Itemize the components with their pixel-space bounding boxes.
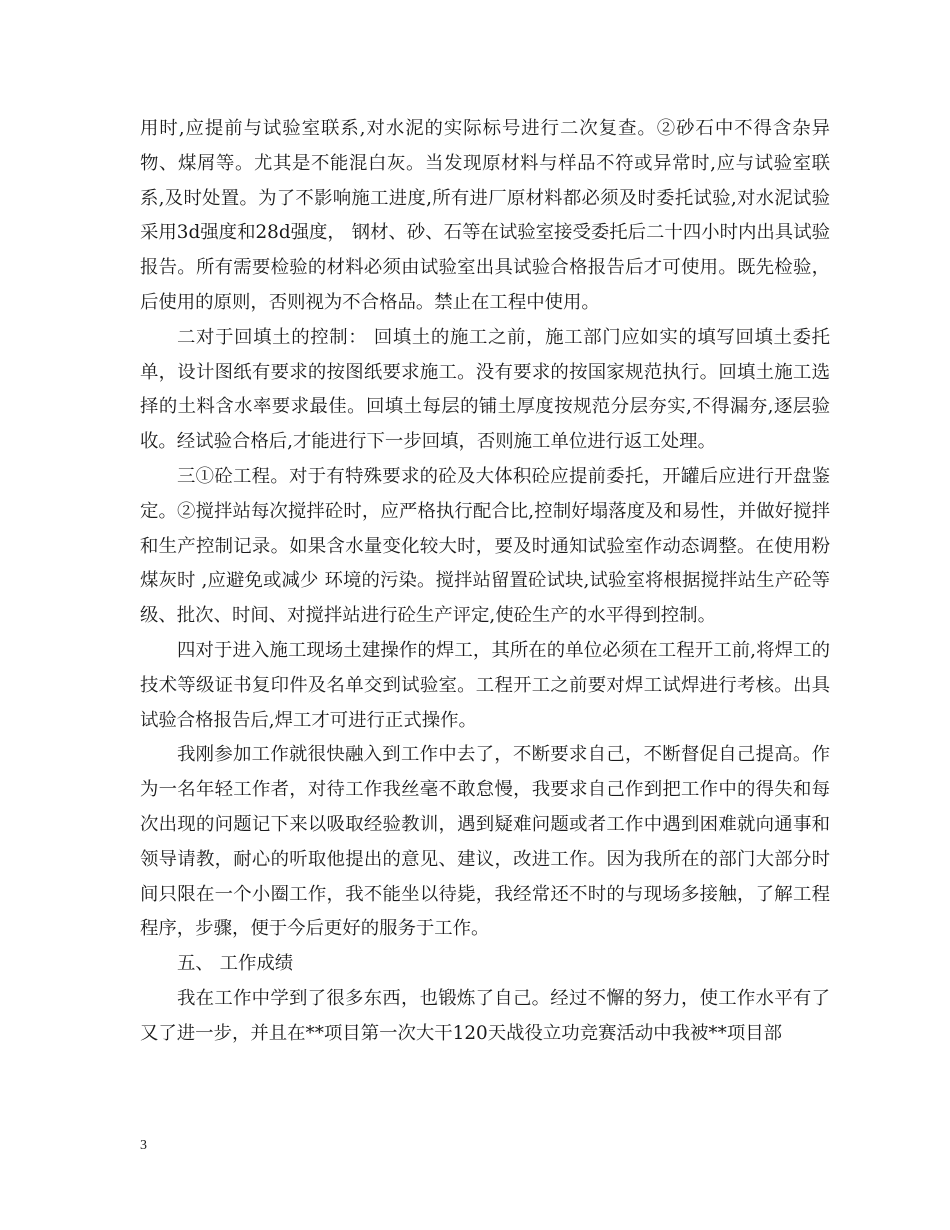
paragraph-materials-testing: 用时,应提前与试验室联系,对水泥的实际标号进行二次复查。②砂石中不得含杂异物、煤屑等。尤其是不能混白灰。当发现原材料与样品不符或异常时,应与试验室联系,及时处置。为了不影响施工进度,所有进厂原材料都必须及时委托试验,对水泥试验采用3d强度和28d强度， 钢材、砂、石等在试验室接受委托后二十四小时内出具试验报告。所有需要检验的材料必须由试验室出具试验合格报告后才可使用。既先检验，后使用的原则，否则视为不合格品。禁止在工程中使用。 (140, 118, 830, 313)
document-body (140, 112, 830, 1052)
section-heading-work-achievements: 五、 工作成绩 (177, 953, 294, 975)
paragraph-backfill-control: 二对于回填土的控制： 回填土的施工之前，施工部门应如实的填写回填土委托单，设计图纸有要求的按图纸要求施工。没有要求的按国家规范执行。回填土施工选择的土料含水率要求最佳。回填土每层的铺土厚度按规范分层夯实,不得漏夯,逐层验收。经试验合格后,才能进行下一步回填，否则施工单位进行返工处理。 (140, 326, 830, 453)
paragraph-welder-qualification: 四对于进入施工现场土建操作的焊工，其所在的单位必须在工程开工前,将焊工的技术等级证书复印件及名单交到试验室。工程开工之前要对焊工试焊进行考核。出具试验合格报告后,焊工才可进行正式操作。 (140, 639, 830, 731)
paragraph-personal-growth: 我刚参加工作就很快融入到工作中去了，不断要求自己，不断督促自己提高。作为一名年轻工作者，对待工作我丝毫不敢怠慢，我要求自己作到把工作中的得失和每次出现的问题记下来以吸取经验教训，遇到疑难问题或者工作中遇到困难就向通事和领导请教，耐心的听取他提出的意见、建议，改进工作。因为我所在的部门大部分时间只限在一个小圈工作，我不能坐以待毙，我经常还不时的与现场多接触，了解工程程序，步骤，便于今后更好的服务于工作。 (140, 744, 830, 940)
paragraph-achievements: 我在工作中学到了很多东西，也锻炼了自己。经过不懈的努力，使工作水平有了又了进一步，并且在**项目第一次大干120天战役立功竞赛活动中我被**项目部 (140, 987, 830, 1044)
page-number: 3 (140, 1138, 147, 1153)
paragraph-concrete-works: 三①砼工程。对于有特殊要求的砼及大体积砼应提前委托，开罐后应进行开盘鉴定。②搅拌站每次搅拌砼时，应严格执行配合比,控制好塌落度及和易性，并做好搅拌和生产控制记录。如果含水量变化较大时，要及时通知试验室作动态调整。在使用粉煤灰时 ,应避免或减少 环境的污染。搅拌站留置砼试块,试验室将根据搅拌站生产砼等级、批次、时间、对搅拌站进行砼生产评定,使砼生产的水平得到控制。 (140, 465, 830, 627)
